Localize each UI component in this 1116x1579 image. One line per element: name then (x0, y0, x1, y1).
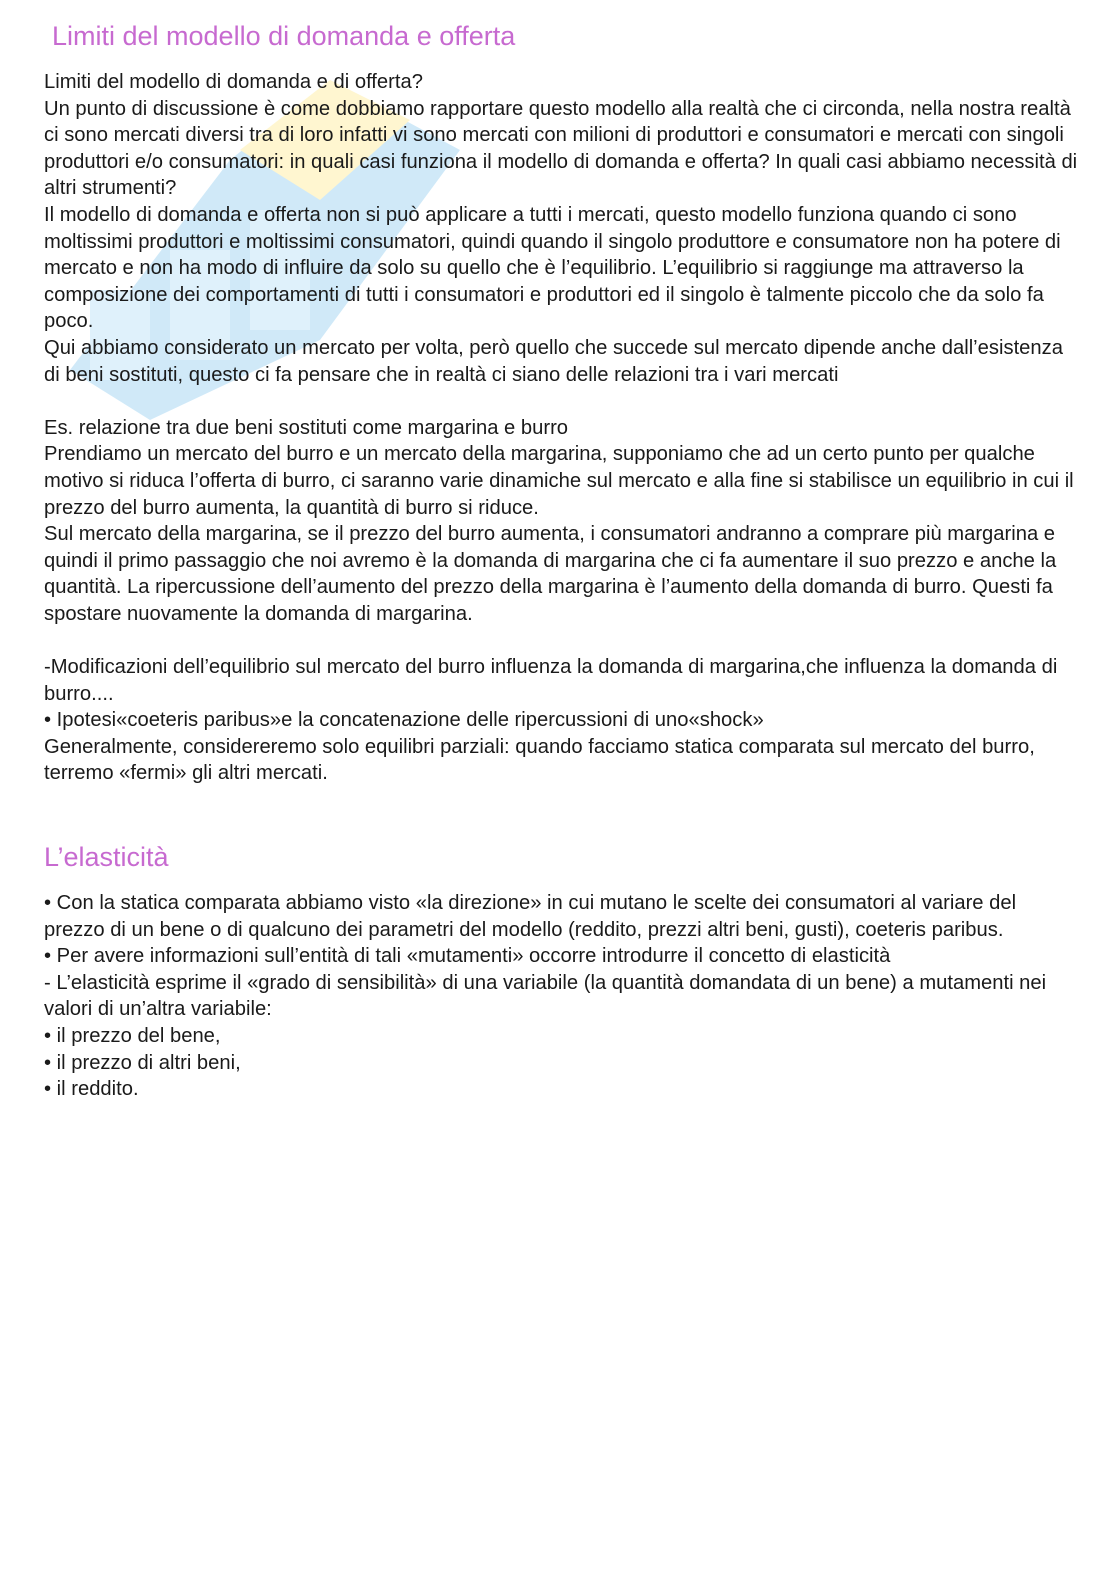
bullet-prezzo-bene: • il prezzo del bene, (44, 1025, 221, 1047)
section1-body (44, 69, 1082, 787)
section2-body (44, 890, 1082, 1103)
note-partial-equilibria: Generalmente, considereremo solo equilibri parziali: quando facciamo statica comparata sul mercato del burro, terremo «fermi» gli altri mercati. (44, 735, 1035, 785)
paragraph-substitutes: Qui abbiamo considerato un mercato per volta, però quello che succede sul mercato dipende anche dall’esistenza di beni sostituti, questo ci fa pensare che in realtà ci siano delle relazioni tra i vari mercati (44, 336, 1063, 386)
bullet-statica-comparata: • Con la statica comparata abbiamo visto «la direzione» in cui mutano le scelte dei consumatori al variare del prezzo di un bene o di qualcuno dei parametri del modello (reddito, prezzi altri beni, gusti), coeteris paribus. (44, 892, 1017, 941)
note-coeteris-paribus: • Ipotesi«coeteris paribus»e la concatenazione delle ripercussioni di uno«shock» (44, 709, 764, 732)
paragraph-example-butter: Prendiamo un mercato del burro e un mercato della margarina, supponiamo che ad un certo punto per qualche motivo si riduca l’offerta di burro, ci saranno varie dinamiche sul mercato e alla fine si stabilisce un equilibrio in cui il prezzo del burro aumenta, la quantità di burro si riduce. (44, 443, 1074, 519)
bullet-mutamenti: • Per avere informazioni sull’entità di tali «mutamenti» occorre introdurre il concetto di elasticità (44, 945, 891, 968)
bullet-reddito: • il reddito. (44, 1078, 139, 1101)
paragraph-discussion: Un punto di discussione è come dobbiamo rapportare questo modello alla realtà che ci circonda, nella nostra realtà ci sono mercati diversi tra di loro infatti vi sono mercati con milioni di produttori e consumatori e mercati con singoli produttori e/o consumatori: in quali casi funziona il modello di domanda e offerta? In quali casi abbiamo necessità di altri strumenti? (44, 97, 1078, 200)
bullet-prezzo-altri-beni: • il prezzo di altri beni, (44, 1051, 241, 1074)
paragraph-example-margarine: Sul mercato della margarina, se il prezzo del burro aumenta, i consumatori andranno a comprare più margarina e quindi il primo passaggio che noi avremo è la domanda di margarina che ci fa aumentare il suo prezzo e anche la quantità. La ripercussione dell’aumento del prezzo della margarina è l’aumento della domanda di burro. Questi fa spostare nuovamente la domanda di margarina. (44, 523, 1057, 625)
paragraph-question: Limiti del modello di domanda e di offerta? (44, 71, 423, 93)
paragraph-model-scope: Il modello di domanda e offerta non si può applicare a tutti i mercati, questo modello funziona quando ci sono moltissimi produttori e moltissimi consumatori, quindi quando il singolo produttore e consumatore non ha potere di mercato e non ha modo di influire da solo su quello che è l’equilibrio. L’equilibrio si raggiunge ma attraverso la composizione dei comportamenti di tutti i consumatori e produttori ed il singolo è talmente piccolo che da solo fa poco. (44, 203, 1061, 333)
section-title-limiti: Limiti del modello di domanda e offerta (52, 21, 516, 51)
definition-elasticita: - L’elasticità esprime il «grado di sensibilità» di una variabile (la quantità domandata di un bene) a mutamenti nei valori di un’altra variabile: (44, 971, 1047, 1021)
section-title-elasticita: L’elasticità (44, 842, 169, 873)
note-equilibrium-changes: -Modificazioni dell’equilibrio sul mercato del burro influenza la domanda di margarina,che influenza la domanda di burro.... (44, 656, 1058, 705)
paragraph-example-title: Es. relazione tra due beni sostituti come margarina e burro (44, 416, 569, 439)
